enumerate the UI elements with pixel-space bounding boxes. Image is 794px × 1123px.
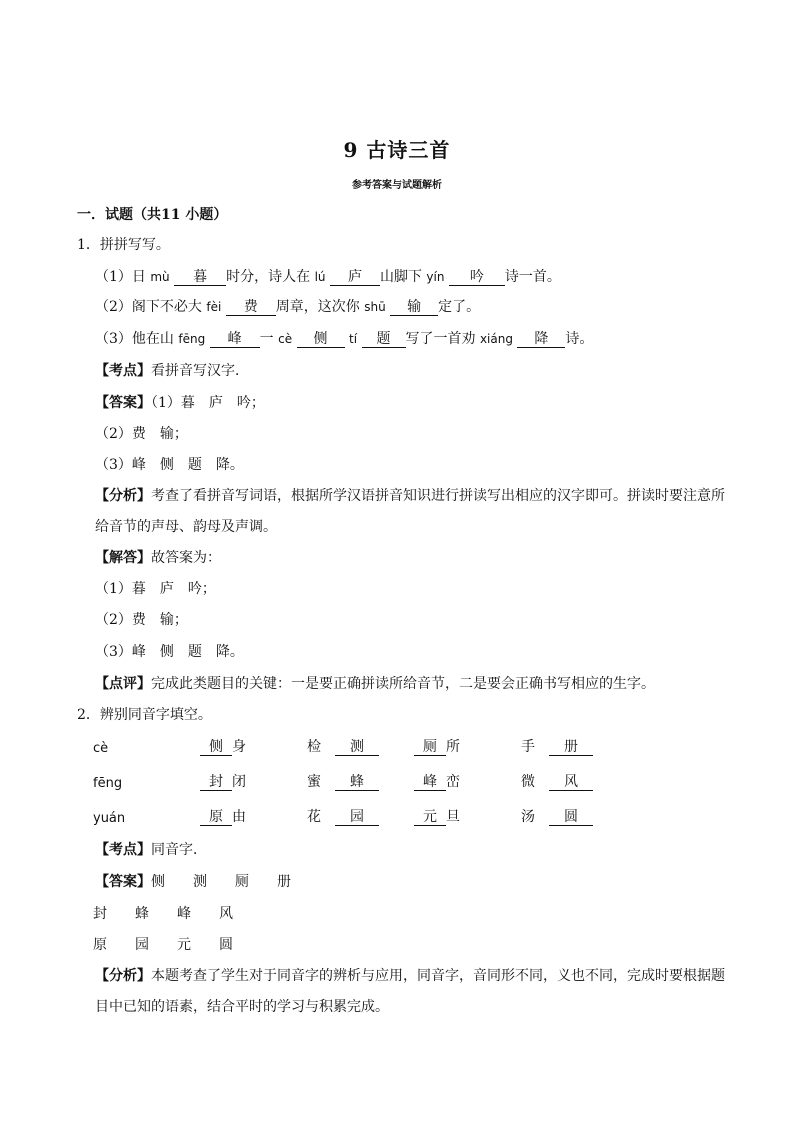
q1-l1-text-a: （1）日 <box>95 269 151 285</box>
q2-row3-cell2-answer: 园 <box>335 810 379 826</box>
q1-l2-text-a: （2）阁下不必大 <box>95 299 207 315</box>
q2-row3-cell4 <box>521 808 593 826</box>
q2-daan-tag: 【答案】 <box>95 874 151 890</box>
q2-row1-cell1-suffix: 身 <box>232 739 246 755</box>
q1-l2-text-b: 周章，这次你 <box>275 299 365 315</box>
q1-fenxi <box>95 487 725 505</box>
q2-row3-cell3-answer: 元 <box>414 810 446 826</box>
q1-l1-text-c: 山脚下 <box>379 269 427 285</box>
daan-line-1: （1）暮 庐 吟； <box>151 395 265 411</box>
q2-kaodian-text: 同音字． <box>151 842 207 858</box>
q2-row2-cell4 <box>521 773 593 791</box>
q2-kaodian <box>95 841 207 859</box>
q1-l2-answer-2: 输 <box>390 300 438 316</box>
q1-stem: 1．拼拼写写。 <box>77 237 170 253</box>
q2-row1-cell3 <box>414 738 460 756</box>
q1-jieda <box>95 549 221 567</box>
q2-kaodian-tag: 【考点】 <box>95 842 151 858</box>
q2-row3-pinyin: yuán <box>93 811 126 826</box>
q2-row1-cell3-suffix: 所 <box>446 739 460 755</box>
q1-l2-answer-1: 费 <box>226 300 276 316</box>
q2-row1-pinyin: cè <box>93 741 109 756</box>
q2-row2-cell3-suffix: 峦 <box>446 774 460 790</box>
q1-l1-answer-1: 暮 <box>174 270 226 286</box>
q1-l3-answer-3: 题 <box>362 332 406 348</box>
q1-fenxi-line-2: 给音节的声母、韵母及声调。 <box>95 519 277 535</box>
q1-l2-pinyin-1: fèi <box>206 300 222 314</box>
q1-l1-text-d: 诗一首。 <box>504 269 561 285</box>
q2-row3-cell1 <box>200 808 246 826</box>
q2-row2-cell1 <box>200 773 246 791</box>
q1-l1-answer-3: 吟 <box>449 270 505 286</box>
q2-daan-line-1: 侧 测 厕 册 <box>151 874 291 890</box>
q2-row1-cell2 <box>307 738 379 756</box>
q1-line-3 <box>95 330 593 348</box>
q2-row3-cell3-suffix: 旦 <box>446 809 460 825</box>
q1-l1-pinyin-2: lú <box>314 270 326 284</box>
jieda-tag: 【解答】 <box>95 550 151 566</box>
kaodian-text: 看拼音写汉字． <box>151 363 249 379</box>
q1-jieda-line-2: （2）费 输； <box>95 612 188 628</box>
q1-l3-pinyin-2: cè <box>278 332 293 346</box>
q1-l3-answer-2: 侧 <box>297 332 345 348</box>
q2-fenxi-line-1: 本题考查了学生对于同音字的辨析与应用，同音字，音同形不同，义也不同，完成时要根据题 <box>151 968 725 984</box>
q1-l1-text-b: 时分，诗人在 <box>226 269 315 285</box>
q1-daan <box>95 394 265 412</box>
q2-row3-cell3 <box>414 808 460 826</box>
q2-row2-cell1-answer: 封 <box>200 775 232 791</box>
q1-l3-text-b: 一 <box>259 331 279 347</box>
q1-l2-pinyin-2: shū <box>364 300 386 314</box>
q2-row3-cell4-answer: 圆 <box>549 810 593 826</box>
q2-daan <box>95 873 291 891</box>
dianping-tag: 【点评】 <box>95 676 151 692</box>
q2-row2-cell4-answer: 风 <box>549 775 593 791</box>
q1-line-2 <box>95 298 480 316</box>
q2-row2-cell1-suffix: 闭 <box>232 774 246 790</box>
jieda-text: 故答案为： <box>151 550 221 566</box>
q2-row1-cell4-prefix: 手 <box>521 739 535 755</box>
q1-jieda-line-1: （1）暮 庐 吟； <box>95 581 216 597</box>
q1-dianping <box>95 675 655 693</box>
q2-row1-cell2-prefix: 检 <box>307 739 321 755</box>
q1-l3-text-d: 诗。 <box>565 331 594 347</box>
q1-l3-text-c: 写了一首劝 <box>405 331 480 347</box>
q2-daan-line-3: 原 园 元 圆 <box>93 937 233 953</box>
page-title: 9 古诗三首 <box>343 138 451 162</box>
q1-daan-line-3: （3）峰 侧 题 降。 <box>95 457 244 473</box>
section-heading: 一．试题（共11 小题） <box>77 207 228 223</box>
q2-row1-cell1-answer: 侧 <box>200 740 232 756</box>
q2-row2-cell2 <box>307 773 379 791</box>
q2-row2-cell2-answer: 蜂 <box>335 775 379 791</box>
q1-l3-answer-1: 峰 <box>210 332 260 348</box>
q1-l3-pinyin-4: xiáng <box>479 332 513 346</box>
fenxi-tag: 【分析】 <box>95 488 151 504</box>
q2-fenxi <box>95 967 725 985</box>
q1-l1-answer-2: 庐 <box>330 270 380 286</box>
q1-l3-answer-4: 降 <box>517 332 565 348</box>
q1-l3-pinyin-3: tí <box>349 332 358 346</box>
fenxi-line-1: 考查了看拼音写词语，根据所学汉语拼音知识进行拼读写出相应的汉字即可。拼读时要注意所 <box>151 488 725 504</box>
q1-jieda-line-3: （3）峰 侧 题 降。 <box>95 644 244 660</box>
page-subtitle: 参考答案与试题解析 <box>352 180 442 191</box>
dianping-text: 完成此类题目的关键：一是要正确拼读所给音节，二是要会正确书写相应的生字。 <box>151 676 655 692</box>
q2-row2-cell3-answer: 峰 <box>414 775 446 791</box>
q2-row1-cell4 <box>521 738 593 756</box>
q1-l3-pinyin-1: fēng <box>178 332 206 346</box>
q2-row1-cell1 <box>200 738 246 756</box>
q2-row2-cell2-prefix: 蜜 <box>307 774 321 790</box>
q1-line-1 <box>95 268 561 286</box>
daan-tag: 【答案】 <box>95 395 151 411</box>
q2-row3-cell2-prefix: 花 <box>307 809 321 825</box>
q2-row3-cell4-prefix: 汤 <box>521 809 535 825</box>
q2-row1-cell4-answer: 册 <box>549 740 593 756</box>
q1-l1-pinyin-1: mù <box>150 270 170 284</box>
q1-daan-line-2: （2）费 输； <box>95 426 188 442</box>
kaodian-tag: 【考点】 <box>95 363 151 379</box>
q1-l3-text-a: （3）他在山 <box>95 331 179 347</box>
q2-fenxi-tag: 【分析】 <box>95 968 151 984</box>
q2-stem: 2．辨别同音字填空。 <box>77 707 212 723</box>
q2-row3-cell1-suffix: 由 <box>232 809 246 825</box>
q2-row3-cell2 <box>307 808 379 826</box>
q2-row1-cell2-answer: 测 <box>335 740 379 756</box>
q1-l2-text-c: 定了。 <box>438 299 481 315</box>
q2-row2-cell3 <box>414 773 460 791</box>
q2-row3-cell1-answer: 原 <box>200 810 232 826</box>
q2-row2-cell4-prefix: 微 <box>521 774 535 790</box>
q1-kaodian <box>95 362 249 380</box>
q2-daan-line-2: 封 蜂 峰 风 <box>93 906 233 922</box>
q1-l1-pinyin-3: yín <box>426 270 445 284</box>
q2-row1-cell3-answer: 厕 <box>414 740 446 756</box>
q2-fenxi-line-2: 目中已知的语素，结合平时的学习与积累完成。 <box>95 999 389 1015</box>
q2-row2-pinyin: fēng <box>93 776 123 791</box>
